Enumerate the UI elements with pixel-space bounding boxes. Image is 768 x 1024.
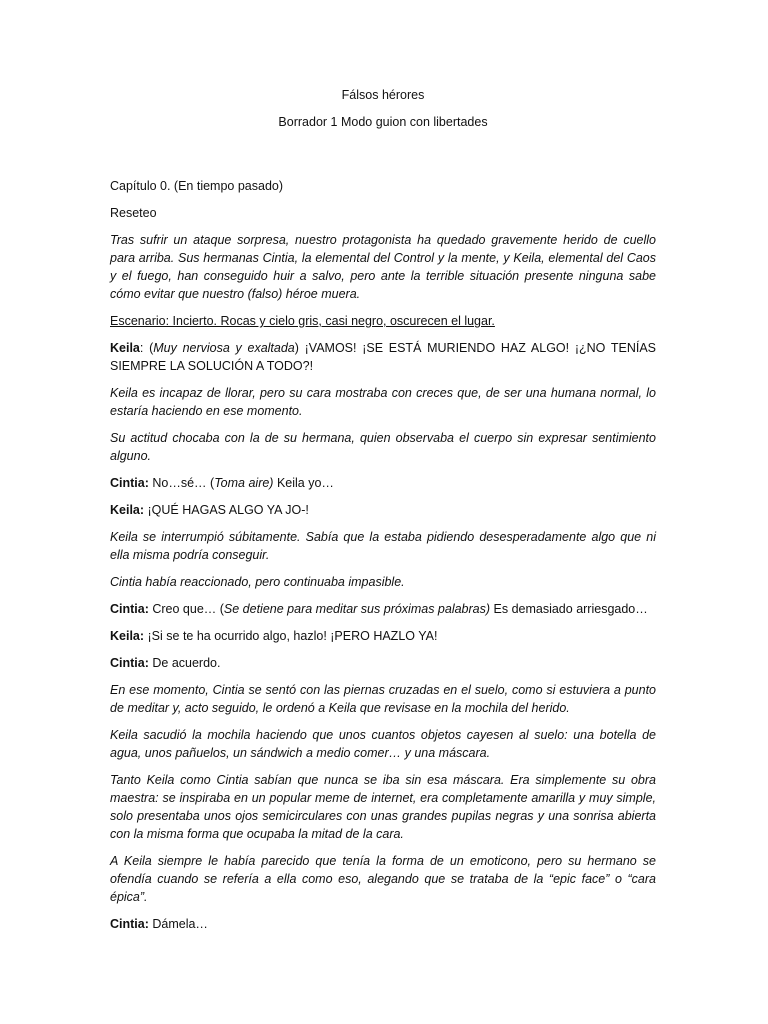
- speaker-name: Keila: [110, 341, 140, 355]
- stage-direction: Se detiene para meditar sus próximas palabras): [223, 602, 491, 616]
- dialogue-text: ) ¡VAMOS! ¡SE ESTÁ MURIENDO HAZ ALGO! ¡¿NO TENÍAS SIEMPRE LA SOLUCIÓN A TODO?!: [110, 341, 657, 373]
- narration-paragraph: Su actitud chocaba con la de su hermana, quien observaba el cuerpo sin expresar sentimiento alguno.: [110, 431, 656, 463]
- scenario-line: Escenario: Incierto. Rocas y cielo gris, casi negro, oscurecen el lugar.: [110, 314, 495, 328]
- dialogue-text: De acuerdo.: [148, 656, 221, 670]
- speaker-name: Cintia:: [110, 917, 149, 931]
- document-title: Fálsos hérores: [341, 88, 425, 102]
- speaker-name: Keila:: [110, 503, 145, 517]
- narration-paragraph: Tanto Keila como Cintia sabían que nunca se iba sin esa máscara. Era simplemente su obra maestra: se inspiraba en un popular meme de internet, era completamente amarilla y muy simple, solo presentaba unos ojos semicirculares con unas grandes pupilas negras y una sonrisa abierta con la misma forma que ocupaba la mitad de la cara.: [110, 773, 656, 841]
- dialogue-text: ¡QUÉ HAGAS ALGO YA JO-!: [144, 503, 309, 517]
- dialogue-line-5: [110, 627, 656, 645]
- document-subtitle: Borrador 1 Modo guion con libertades: [278, 115, 488, 129]
- stage-direction: Toma aire): [214, 476, 274, 490]
- narration-paragraph: Keila es incapaz de llorar, pero su cara mostraba con creces que, de ser una humana normal, lo estaría haciendo en ese momento.: [110, 386, 656, 418]
- dialogue-text: Es demasiado arriesgado…: [490, 602, 648, 616]
- narration-paragraph: Cintia había reaccionado, pero continuaba impasible.: [110, 575, 405, 589]
- stage-direction: Muy nerviosa y exaltada: [153, 341, 295, 355]
- dialogue-text: ¡Si se te ha ocurrido algo, hazlo! ¡PERO HAZLO YA!: [144, 629, 438, 643]
- narration-paragraph: En ese momento, Cintia se sentó con las piernas cruzadas en el suelo, como si estuviera a punto de meditar y, acto seguido, le ordenó a Keila que revisase en la mochila del herido.: [110, 683, 656, 715]
- section-heading: Reseteo: [110, 206, 157, 220]
- dialogue-text: : (: [139, 341, 154, 355]
- dialogue-line-2: [110, 474, 656, 492]
- dialogue-line-6: [110, 654, 656, 672]
- dialogue-text: Keila yo…: [273, 476, 334, 490]
- speaker-name: Cintia:: [110, 602, 149, 616]
- dialogue-text: Creo que… (: [148, 602, 224, 616]
- narration-paragraph: Keila se interrumpió súbitamente. Sabía que la estaba pidiendo desesperadamente algo que ni ella misma podría conseguir.: [110, 530, 656, 562]
- speaker-name: Keila:: [110, 629, 145, 643]
- dialogue-line-1: [110, 339, 656, 375]
- speaker-name: Cintia:: [110, 656, 149, 670]
- speaker-name: Cintia:: [110, 476, 149, 490]
- narration-paragraph: Keila sacudió la mochila haciendo que unos cuantos objetos cayesen al suelo: una botella de agua, unos pañuelos, un sándwich a medio comer… y una máscara.: [110, 728, 656, 760]
- intro-paragraph: Tras sufrir un ataque sorpresa, nuestro protagonista ha quedado gravemente herido de cuello para arriba. Sus hermanas Cintia, la elemental del Control y la mente, y Keila, elemental del Caos y el fuego, han conseguido huir a salvo, pero ante la terrible situación presente ninguna sabe cómo evitar que nuestro (falso) héroe muera.: [110, 233, 656, 301]
- dialogue-text: No…sé… (: [148, 476, 215, 490]
- dialogue-line-4: [110, 600, 656, 618]
- dialogue-line-3: [110, 501, 656, 519]
- dialogue-text: Dámela…: [148, 917, 208, 931]
- dialogue-line-7: [110, 915, 656, 933]
- narration-paragraph: A Keila siempre le había parecido que tenía la forma de un emoticono, pero su hermano se ofendía cuando se refería a ella como eso, alegando que se trataba de la “epic face” o “cara épica”.: [110, 854, 656, 904]
- document-page: [110, 86, 656, 942]
- chapter-heading: Capítulo 0. (En tiempo pasado): [110, 179, 284, 193]
